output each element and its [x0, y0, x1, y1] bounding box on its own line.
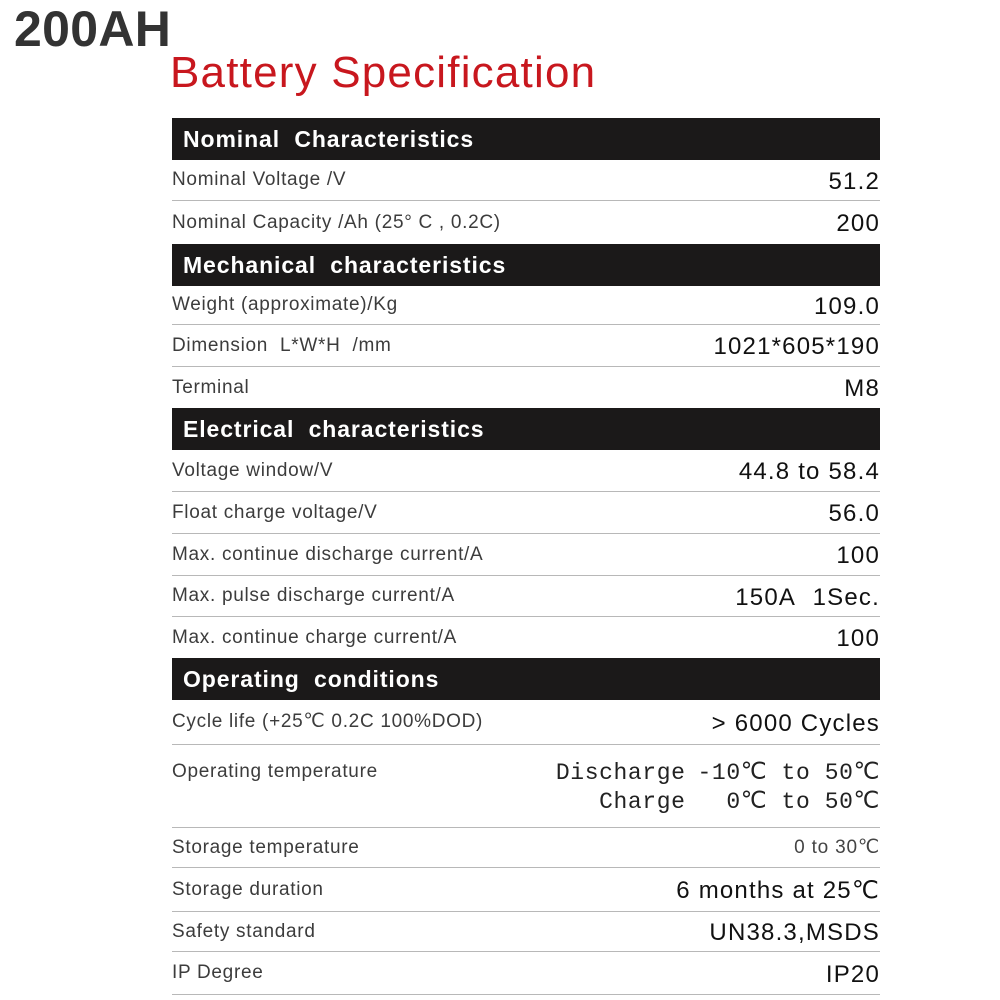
section-heading-electrical: [172, 408, 880, 450]
spec-value: IP20: [825, 960, 880, 988]
section-heading-text: Electrical characteristics: [183, 415, 485, 442]
spec-value: 51.2: [828, 167, 880, 195]
spec-label: Weight (approximate)/Kg: [172, 294, 398, 315]
capacity-badge: 200AH: [14, 1, 172, 57]
temp-mode-charge: Charge: [599, 789, 686, 815]
spec-row-weight: [172, 286, 880, 325]
spec-row-safety-standard: [172, 912, 880, 952]
spec-label: Cycle life (+25℃ 0.2C 100%DOD): [172, 711, 484, 732]
spec-row-cycle-life: [172, 700, 880, 745]
spec-row-voltage-window: [172, 450, 880, 492]
spec-value: > 6000 Cycles: [711, 709, 880, 737]
spec-value: 200: [836, 210, 880, 237]
spec-value: UN38.3,MSDS: [709, 919, 880, 946]
spec-row-nominal-voltage: [172, 160, 880, 201]
section-heading-text: Operating conditions: [183, 665, 440, 692]
spec-label: Max. pulse discharge current/A: [172, 585, 455, 606]
spec-label: Dimension L*W*H /mm: [172, 334, 392, 356]
page-title: Battery Specification: [170, 48, 597, 97]
spec-label: Max. continue charge current/A: [172, 626, 458, 648]
spec-value: 44.8 to 58.4: [738, 458, 880, 485]
spec-value: 150A 1Sec.: [735, 583, 880, 611]
spec-label: Float charge voltage/V: [172, 501, 378, 523]
spec-value: 100: [836, 542, 880, 569]
spec-row-terminal: [172, 367, 880, 408]
temp-mode-discharge: Discharge: [555, 760, 686, 786]
spec-label: Voltage window/V: [172, 459, 334, 481]
spec-label: Terminal: [172, 376, 250, 398]
spec-row-storage-temperature: [172, 828, 880, 868]
spec-row-ip-degree: [172, 952, 880, 995]
section-heading-text: Mechanical characteristics: [183, 251, 507, 278]
spec-label: Nominal Voltage /V: [172, 169, 347, 190]
spec-value: M8: [844, 375, 880, 402]
spec-value: 100: [836, 625, 880, 652]
spec-row-dimension: [172, 325, 880, 367]
section-heading-operating: [172, 658, 880, 700]
spec-value: 0 to 30℃: [794, 836, 880, 858]
spec-row-float-charge-voltage: [172, 492, 880, 534]
spec-value: 109.0: [813, 292, 880, 320]
spec-row-nominal-capacity: [172, 201, 880, 244]
spec-value: 6 months at 25℃: [676, 877, 880, 904]
spec-row-operating-temperature: [172, 745, 880, 828]
spec-value: 56.0: [828, 500, 880, 527]
spec-label: Operating temperature: [172, 761, 378, 782]
spec-row-max-pulse-discharge-current: [172, 576, 880, 617]
spec-row-max-discharge-current: [172, 534, 880, 576]
spec-label: Storage duration: [172, 878, 324, 900]
temp-range-discharge: -10℃ to 50℃: [697, 760, 880, 786]
spec-label: Max. continue discharge current/A: [172, 543, 484, 565]
spec-row-storage-duration: [172, 868, 880, 912]
section-heading-text: Nominal Characteristics: [183, 125, 475, 152]
section-heading-mechanical: [172, 244, 880, 286]
spec-label: IP Degree: [172, 962, 264, 983]
spec-label: Safety standard: [172, 920, 316, 942]
spec-table: [172, 118, 880, 995]
spec-label: Nominal Capacity /Ah (25° C , 0.2C): [172, 211, 501, 233]
spec-value: 1021*605*190: [713, 333, 880, 360]
temp-range-charge: 0℃ to 50℃: [726, 789, 880, 815]
operating-temperature-values: [556, 759, 880, 817]
section-heading-nominal: [172, 118, 880, 160]
spec-row-max-charge-current: [172, 617, 880, 658]
spec-label: Storage temperature: [172, 836, 360, 858]
